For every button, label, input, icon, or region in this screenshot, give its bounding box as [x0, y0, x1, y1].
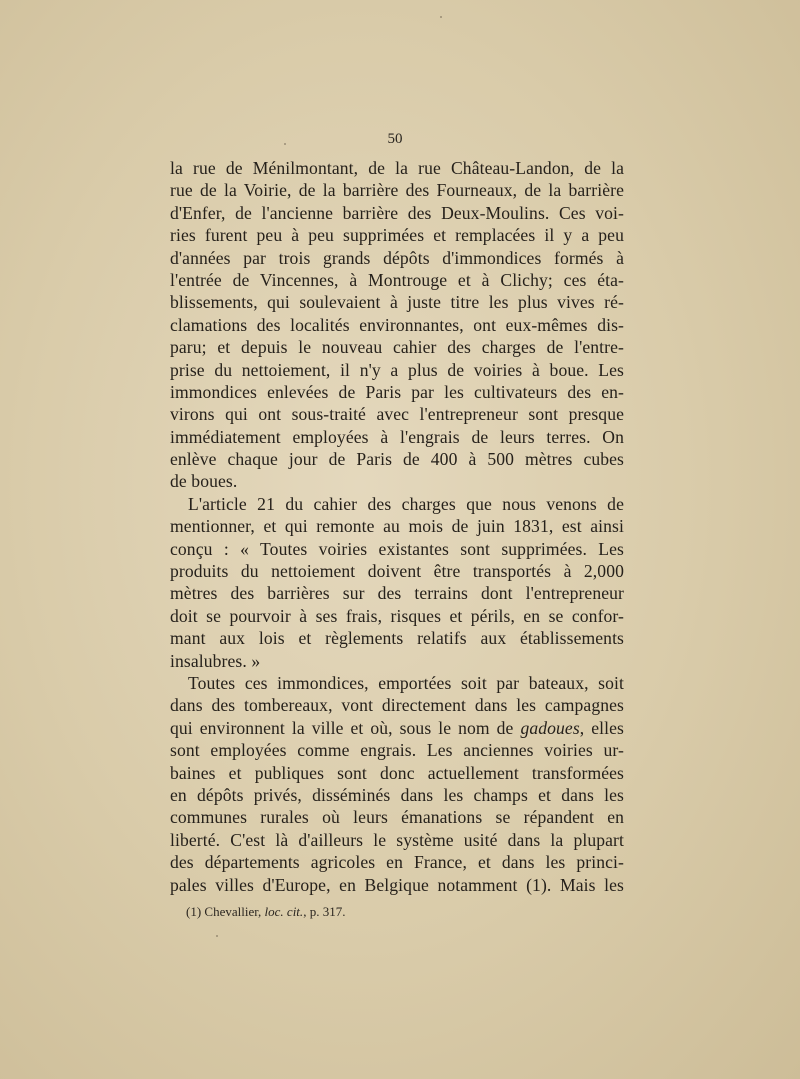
text-line: mant aux lois et règlements relatifs aux établissements: [170, 628, 624, 649]
text-line: mentionner, et qui remonte au mois de juin 1831, est ainsi: [170, 516, 624, 537]
text-line: l'entrée de Vincennes, à Montrouge et à Clichy; ces éta-: [170, 269, 624, 290]
text-line: paru; et depuis le nouveau cahier des charges de l'entre-: [170, 337, 624, 358]
text-line: immondices enlevées de Paris par les cultivateurs des en-: [170, 381, 624, 402]
footnote-italic: loc. cit.: [264, 904, 304, 919]
text-line: d'Enfer, de l'ancienne barrière des Deux-Moulins. Ces voi-: [170, 202, 624, 223]
paper-speck: [216, 935, 218, 937]
text-segment: qui environnent la ville et où, sous le nom de: [170, 717, 521, 738]
text-line: dans des tombereaux, vont directement dans les campagnes: [170, 695, 624, 716]
footnote-rest: , p. 317.: [303, 904, 346, 919]
body-text: [170, 157, 624, 896]
text-line: produits du nettoiement doivent être transportés à 2,000: [170, 561, 624, 582]
text-line: clamations des localités environnantes, ont eux-mêmes dis-: [170, 314, 624, 335]
text-line: virons qui ont sous-traité avec l'entrepreneur sont presque: [170, 404, 624, 425]
text-line: sont employées comme engrais. Les anciennes voiries ur-: [170, 740, 624, 761]
page-number: 50: [387, 131, 403, 147]
text-line: d'années par trois grands dépôts d'immondices formés à: [170, 247, 624, 268]
text-line: Toutes ces immondices, emportées soit par bateaux, soit: [188, 672, 624, 693]
paper-speck: [284, 143, 286, 145]
text-line: enlève chaque jour de Paris de 400 à 500 mètres cubes: [170, 449, 624, 470]
text-line: prise du nettoiement, il n'y a plus de voiries à boue. Les: [170, 359, 624, 380]
text-line: en dépôts privés, disséminés dans les champs et dans les: [170, 784, 624, 805]
text-line: la rue de Ménilmontant, de la rue Château-Landon, de la: [170, 158, 624, 178]
footnote: [186, 904, 345, 920]
text-line: communes rurales où leurs émanations se répandent en: [170, 807, 624, 828]
text-line: baines et publiques sont donc actuellement transformées: [170, 762, 624, 783]
paper-speck: [440, 16, 442, 18]
text-line: des départements agricoles en France, et dans les princi-: [170, 852, 624, 873]
footnote-marker: (1) Chevallier,: [186, 904, 265, 919]
text-line: rue de la Voirie, de la barrière des Fourneaux, de la barrière: [170, 180, 624, 201]
text-line: immédiatement employées à l'engrais de leurs terres. On: [170, 426, 624, 447]
text-line: conçu : « Toutes voiries existantes sont supprimées. Les: [170, 538, 624, 559]
text-line: mètres des barrières sur des terrains dont l'entrepreneur: [170, 583, 624, 604]
italic-term: gadoues: [520, 717, 580, 738]
text-segment: , elles: [579, 717, 624, 738]
text-line: ries furent peu à peu supprimées et remplacées il y a peu: [170, 225, 624, 246]
text-line: liberté. C'est là d'ailleurs le système usité dans la plupart: [170, 829, 624, 850]
text-line: L'article 21 du cahier des charges que nous venons de: [188, 493, 624, 514]
text-line: blissements, qui soulevaient à juste titre les plus vives ré-: [170, 292, 624, 313]
text-line: insalubres. »: [170, 650, 261, 671]
text-line: de boues.: [170, 471, 238, 492]
text-line: pales villes d'Europe, en Belgique notamment (1). Mais les: [170, 874, 624, 895]
text-line: [170, 717, 624, 739]
text-line: doit se pourvoir à ses frais, risques et périls, en se confor-: [170, 605, 624, 626]
